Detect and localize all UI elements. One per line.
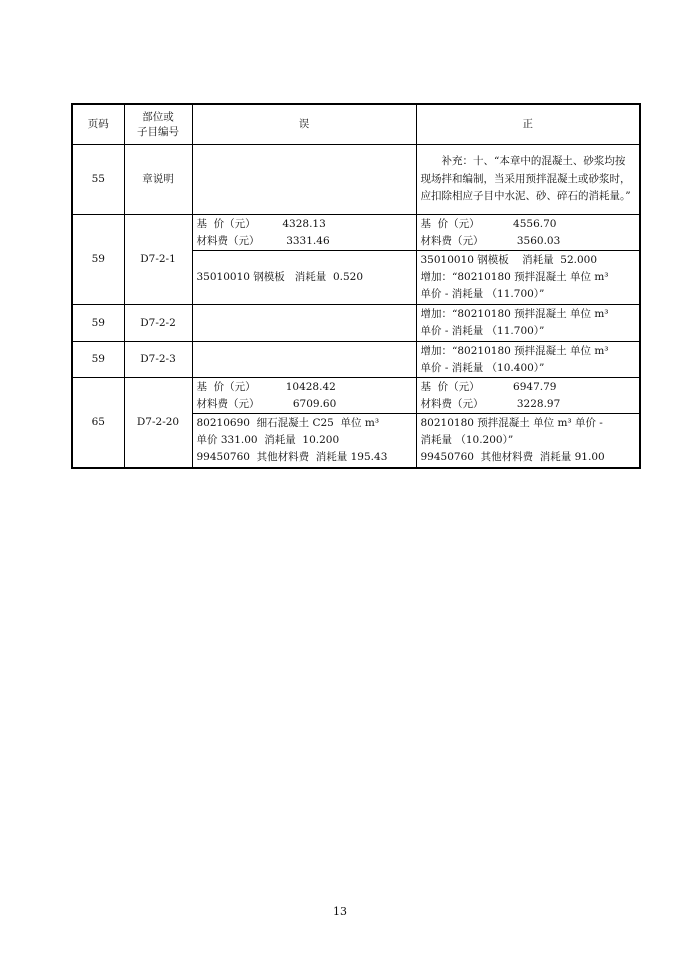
header-correct: 正 (416, 104, 640, 145)
text-line: 基 价（元） 10428.42 (196, 380, 336, 393)
correct-cell (416, 342, 640, 378)
text-line: 增加：“80210180 预拌混凝土 单位 m³ (420, 271, 609, 283)
correct-cell (416, 251, 640, 305)
text-line: 80210180 预拌混凝土 单位 m³ 单价 - (420, 416, 603, 429)
text-line: 单价 331.00 消耗量 10.200 (196, 433, 340, 446)
header-item: 部位或 子目编号 (124, 104, 192, 145)
item-cell: 章说明 (124, 145, 192, 215)
header-page: 页码 (72, 104, 124, 145)
table-row (72, 305, 640, 342)
item-cell: D7-2-20 (124, 378, 192, 468)
page-number: 13 (333, 905, 347, 918)
page-cell: 59 (72, 215, 124, 305)
correct-cell (416, 215, 640, 251)
correct-cell (416, 414, 640, 468)
wrong-cell (192, 342, 416, 378)
text-line: 材料费（元） 3331.46 (196, 234, 330, 247)
text-line: 80210690 细石混凝土 C25 单位 m³ (196, 416, 380, 429)
header-row (72, 104, 640, 145)
correct-cell: 补充：十、“本章中的混凝土、砂浆均按现场拌和编制，当采用预拌混凝土或砂浆时，应扣除相应子目中水泥、砂、碎石的消耗量。” (416, 145, 640, 215)
wrong-cell (192, 145, 416, 215)
text-line: 单价 - 消耗量 （11.700）” (420, 325, 545, 337)
page-cell: 55 (72, 145, 124, 215)
errata-table (71, 103, 641, 469)
text-line: 35010010 钢模板 消耗量 0.520 (196, 271, 364, 283)
text-line: 消耗量 （10.200）” (420, 433, 514, 446)
text-line: 增加：“80210180 预拌混凝土 单位 m³ (420, 344, 609, 357)
correct-cell (416, 305, 640, 342)
item-cell: D7-2-2 (124, 305, 192, 342)
wrong-cell (192, 305, 416, 342)
item-cell: D7-2-3 (124, 342, 192, 378)
text-line: 单价 - 消耗量 （11.700）” (420, 288, 545, 300)
wrong-cell (192, 414, 416, 468)
page-cell: 65 (72, 378, 124, 468)
table-row (72, 215, 640, 251)
text-line: 单价 - 消耗量 （10.400）” (420, 361, 545, 374)
text-line: 材料费（元） 6709.60 (196, 397, 337, 410)
text-line: 基 价（元） 4556.70 (420, 217, 557, 230)
table-row (72, 342, 640, 378)
item-cell: D7-2-1 (124, 215, 192, 305)
text-line: 基 价（元） 4328.13 (196, 217, 326, 230)
wrong-cell (192, 251, 416, 305)
text-line: 99450760 其他材料费 消耗量 195.43 (196, 450, 388, 463)
header-wrong: 误 (192, 104, 416, 145)
text-line: 99450760 其他材料费 消耗量 91.00 (420, 450, 605, 463)
text-line: 材料费（元） 3228.97 (420, 397, 561, 410)
page-cell: 59 (72, 305, 124, 342)
page-cell: 59 (72, 342, 124, 378)
text-line: 基 价（元） 6947.79 (420, 380, 557, 393)
table-row (72, 145, 640, 215)
text-line: 增加：“80210180 预拌混凝土 单位 m³ (420, 308, 609, 320)
text-line: 材料费（元） 3560.03 (420, 234, 561, 247)
wrong-cell (192, 378, 416, 414)
wrong-cell (192, 215, 416, 251)
table-row (72, 378, 640, 414)
text-line: 35010010 钢模板 消耗量 52.000 (420, 254, 598, 266)
correct-cell (416, 378, 640, 414)
